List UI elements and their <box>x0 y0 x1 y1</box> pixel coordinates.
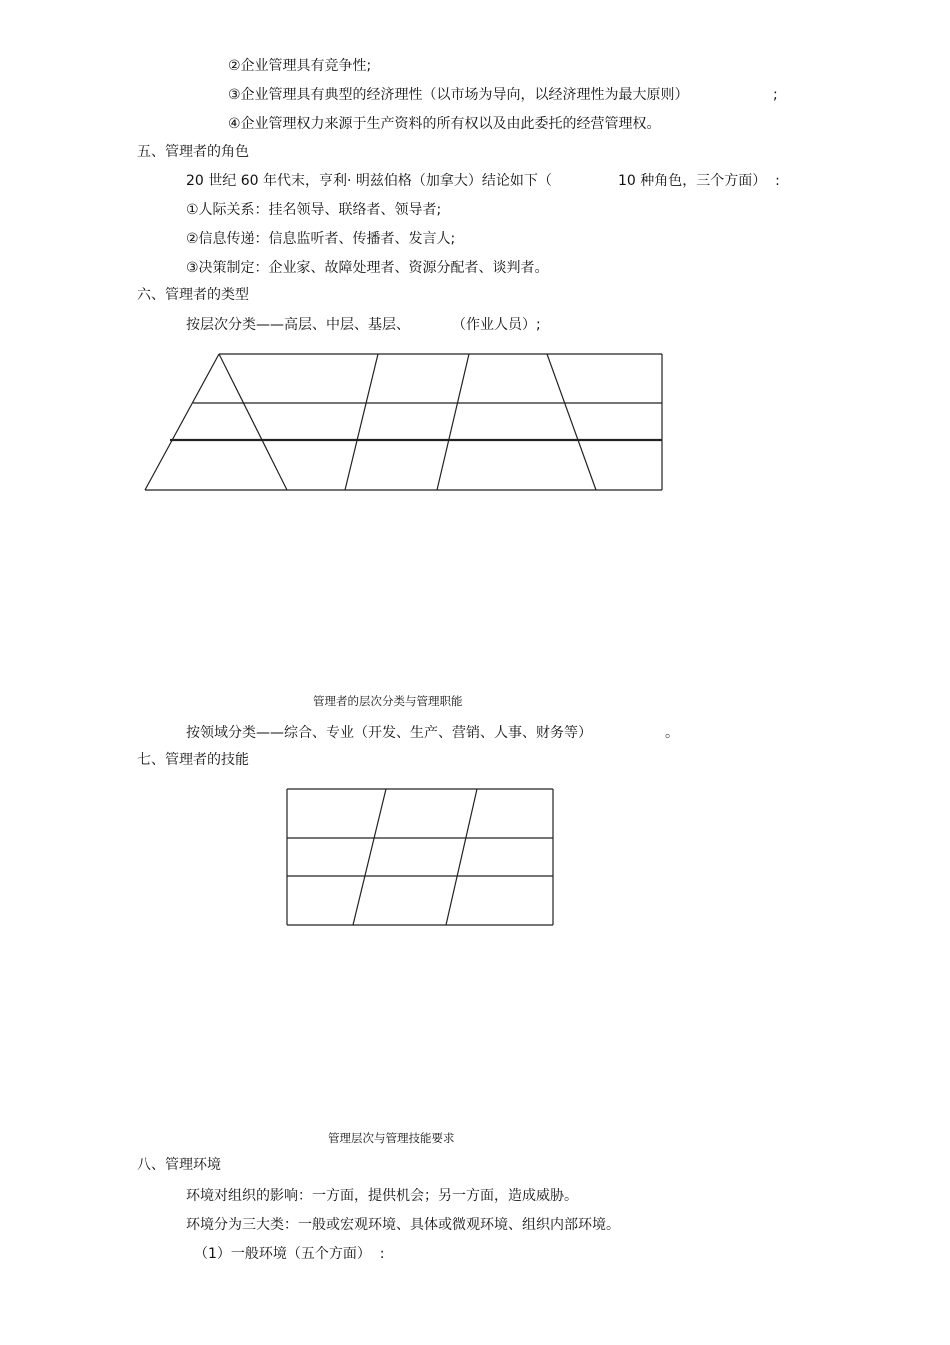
section6-by-field-end: 。 <box>665 725 679 741</box>
section4-item3-end: ; <box>773 87 778 103</box>
figure2-skills-diagram <box>287 789 553 925</box>
section6-by-field: 按领域分类——综合、专业（开发、生产、营销、人事、财务等） <box>186 725 592 741</box>
section8-categories: 环境分为三大类：一般或宏观环境、具体或微观环境、组织内部环境。 <box>186 1217 620 1233</box>
fig1-triangle-left <box>145 354 219 490</box>
fig1-slant-3 <box>547 354 596 490</box>
figure1-caption: 管理者的层次分类与管理职能 <box>313 694 463 708</box>
section4-item2: ②企业管理具有竞争性; <box>228 58 372 74</box>
section8-impact: 环境对组织的影响：一方面，提供机会；另一方面，造成威胁。 <box>186 1188 578 1204</box>
section7-heading: 七、管理者的技能 <box>137 752 249 768</box>
figure1-levels-diagram <box>145 354 662 490</box>
section5-role3: ③决策制定：企业家、故障处理者、资源分配者、谈判者。 <box>186 260 549 276</box>
section5-heading: 五、管理者的角色 <box>137 144 249 160</box>
section8-general: （1）一般环境（五个方面） : <box>194 1246 385 1262</box>
section6-by-level-end: （作业人员）; <box>452 317 541 333</box>
fig1-triangle-right <box>219 354 287 490</box>
section5-intro: 20 世纪 60 年代末，亨利· 明兹伯格（加拿大）结论如下（ <box>186 173 552 189</box>
section5-intro-end: 10 种角色，三个方面） : <box>618 173 780 189</box>
section4-item3: ③企业管理具有典型的经济理性（以市场为导向，以经济理性为最大原则） <box>228 87 689 103</box>
fig2-slant-1 <box>353 789 386 925</box>
fig2-slant-2 <box>446 789 477 925</box>
section6-heading: 六、管理者的类型 <box>137 287 249 303</box>
section8-heading: 八、管理环境 <box>137 1157 221 1173</box>
fig1-slant-1 <box>345 354 378 490</box>
section4-item4: ④企业管理权力来源于生产资料的所有权以及由此委托的经营管理权。 <box>228 116 661 132</box>
section6-by-level: 按层次分类——高层、中层、基层、 <box>186 317 410 333</box>
figure2-caption: 管理层次与管理技能要求 <box>328 1131 455 1145</box>
fig1-slant-2 <box>437 354 469 490</box>
section5-role2: ②信息传递：信息监听者、传播者、发言人; <box>186 231 456 247</box>
section5-role1: ①人际关系：挂名领导、联络者、领导者; <box>186 202 442 218</box>
